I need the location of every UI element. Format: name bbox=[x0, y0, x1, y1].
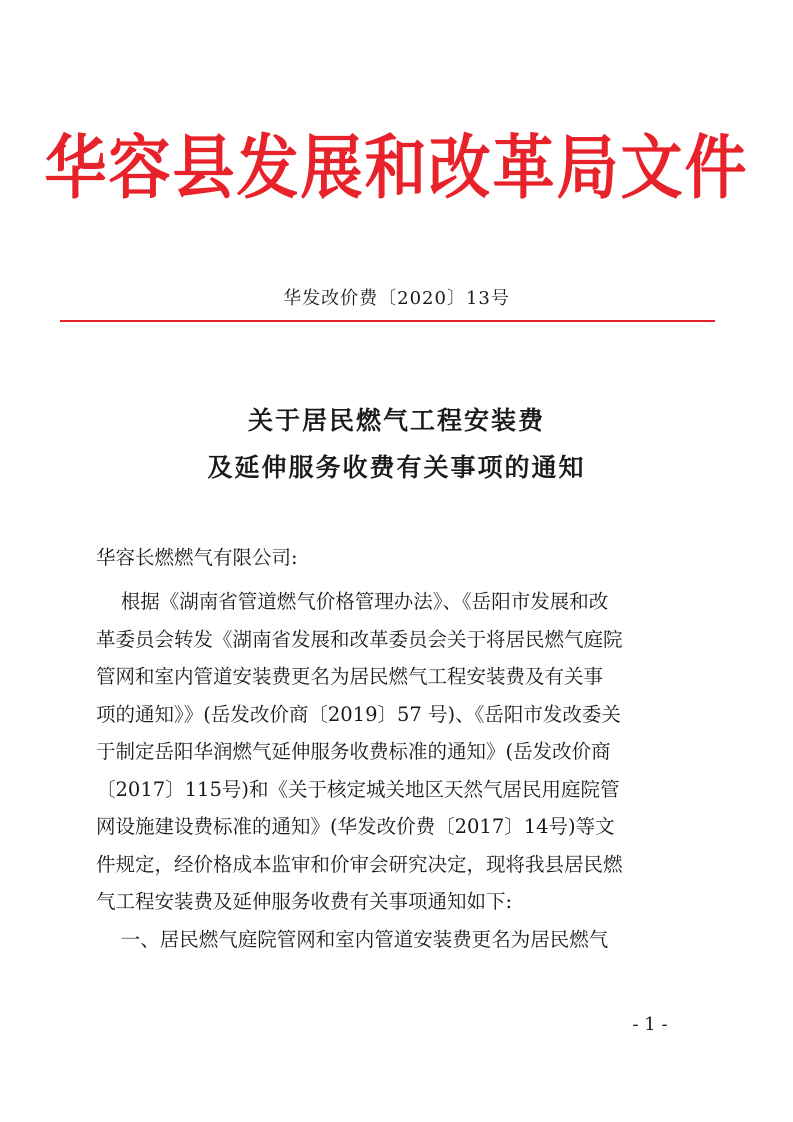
red-divider-line bbox=[60, 320, 715, 322]
body-line: 革委员会转发《湖南省发展和改革委员会关于将居民燃气庭院 bbox=[96, 627, 623, 651]
body-line: 件规定，经价格成本监审和价审会研究决定，现将我县居民燃 bbox=[96, 852, 623, 876]
body-line: 〔2017〕115号)和《关于核定城关地区天然气居民用庭院管 bbox=[96, 777, 620, 801]
body-line: 管网和室内管道安装费更名为居民燃气工程安装费及有关事 bbox=[96, 665, 604, 688]
addressee: 华容长燃燃气有限公司: bbox=[96, 546, 298, 569]
notice-title-line-2: 及延伸服务收费有关事项的通知 bbox=[207, 453, 586, 482]
document-header-title: 华容县发展和改革局文件 bbox=[44, 126, 749, 209]
body-line: 根据《湖南省管道燃气价格管理办法》、《岳阳市发展和改 bbox=[96, 590, 609, 613]
notice-title-line-1: 关于居民燃气工程安装费 bbox=[247, 406, 545, 435]
body-paragraph bbox=[96, 583, 706, 958]
body-line: 一、居民燃气庭院管网和室内管道安装费更名为居民燃气 bbox=[96, 927, 609, 951]
body-line: 网设施建设费标准的通知》(华发改价费〔2017〕14号)等文 bbox=[96, 815, 615, 838]
body-line: 于制定岳阳华润燃气延伸服务收费标准的通知》(岳发改价商 bbox=[96, 740, 611, 763]
page-number: - 1 - bbox=[632, 1014, 668, 1035]
body-line: 气工程安装费及延伸服务收费有关事项通知如下: bbox=[96, 890, 513, 913]
document-number: 华发改价费〔2020〕13号 bbox=[283, 288, 510, 309]
body-line: 项的通知》》(岳发改价商〔2019〕57 号)、《岳阳市发改委关 bbox=[96, 702, 621, 726]
